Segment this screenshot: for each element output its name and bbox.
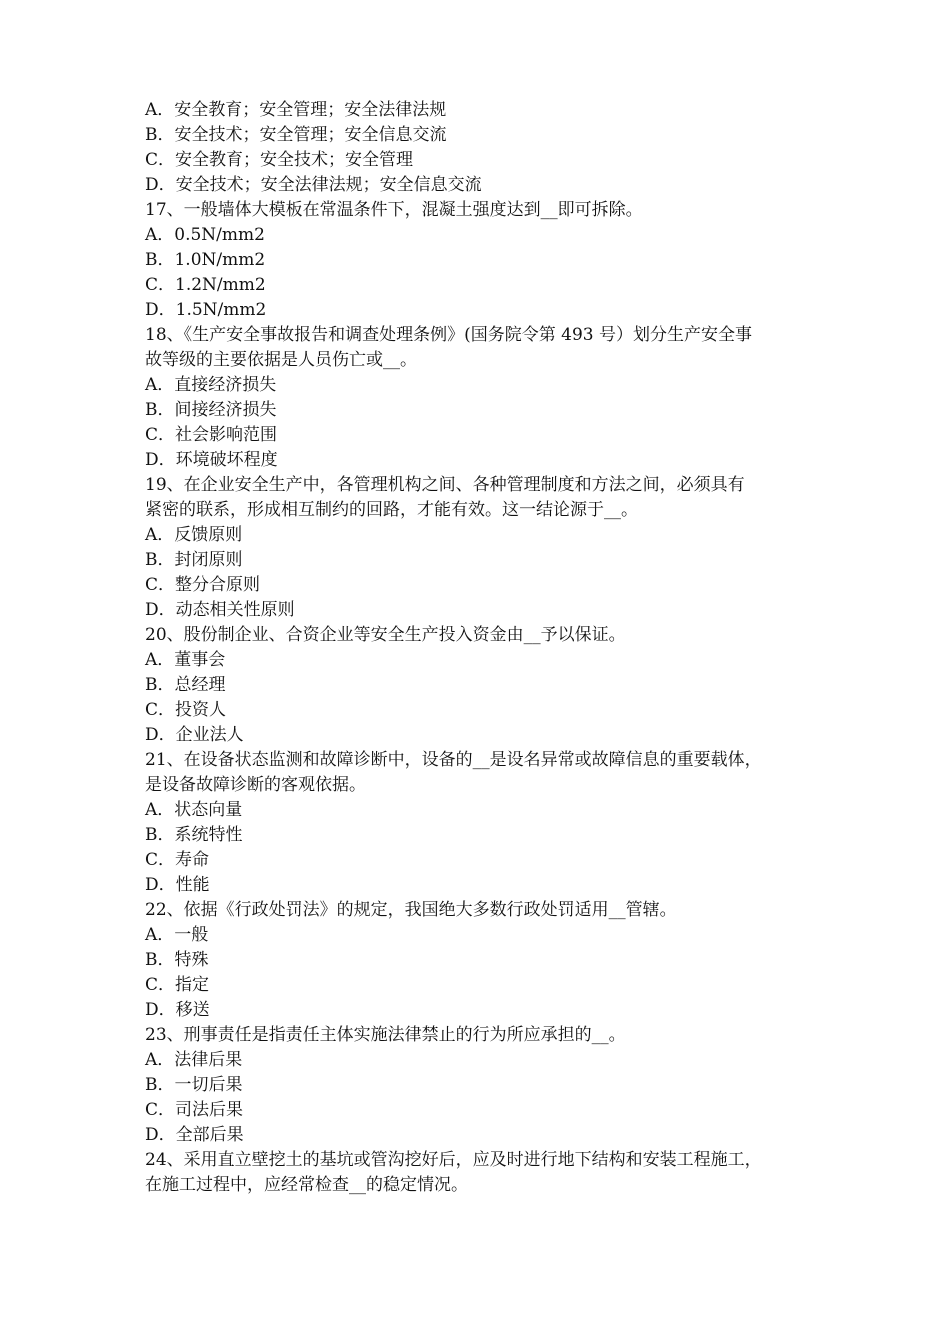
- option-line: D．全部后果: [145, 1125, 244, 1145]
- option-line: D．动态相关性原则: [145, 600, 295, 620]
- option-line: B．特殊: [145, 950, 209, 970]
- option-line: A．反馈原则: [145, 525, 243, 545]
- option-line: B．系统特性: [145, 825, 243, 845]
- option-line: B．间接经济损失: [145, 400, 277, 420]
- option-line: D．环境破坏程度: [145, 450, 278, 470]
- option-line: B．总经理: [145, 675, 226, 695]
- question-20: 20、股份制企业、合资企业等安全生产投入资金由__予以保证。: [145, 625, 626, 645]
- option-line: A．一般: [145, 925, 209, 945]
- option-line: B．1.0N/mm2: [145, 250, 266, 270]
- document-page: [145, 98, 815, 1198]
- question-21: 21、在设备状态监测和故障诊断中，设备的__是设名异常或故障信息的重要载体，: [145, 750, 762, 770]
- option-line: B．一切后果: [145, 1075, 243, 1095]
- question-19: 19、在企业安全生产中，各管理机构之间、各种管理制度和方法之间，必须具有: [145, 475, 745, 495]
- option-line: C．指定: [145, 975, 210, 995]
- option-line: A．安全教育；安全管理；安全法律法规: [145, 100, 447, 120]
- option-line: C．投资人: [145, 700, 227, 720]
- option-line: C．司法后果: [145, 1100, 244, 1120]
- option-line: D．移送: [145, 1000, 210, 1020]
- question-18: 18、《生产安全事故报告和调查处理条例》(国务院令第 493 号）划分生产安全事: [145, 325, 753, 345]
- option-line: A．直接经济损失: [145, 375, 277, 395]
- question-17: 17、一般墙体大模板在常温条件下，混凝土强度达到__即可拆除。: [145, 200, 643, 220]
- question-24: 24、采用直立壁挖土的基坑或管沟挖好后，应及时进行地下结构和安装工程施工，: [145, 1150, 762, 1170]
- option-line: D．企业法人: [145, 725, 244, 745]
- option-line: C．安全教育；安全技术；安全管理: [145, 150, 414, 170]
- option-line: A．法律后果: [145, 1050, 243, 1070]
- option-line: A．董事会: [145, 650, 226, 670]
- question-24-cont: 在施工过程中，应经常检查__的稳定情况。: [145, 1175, 468, 1195]
- question-22: 22、依据《行政处罚法》的规定，我国绝大多数行政处罚适用__管辖。: [145, 900, 677, 920]
- option-line: D．安全技术；安全法律法规；安全信息交流: [145, 175, 482, 195]
- question-18-cont: 故等级的主要依据是人员伤亡或__。: [145, 350, 417, 370]
- option-line: C．寿命: [145, 850, 210, 870]
- option-line: D．性能: [145, 875, 210, 895]
- option-line: A．状态向量: [145, 800, 243, 820]
- option-line: B．封闭原则: [145, 550, 243, 570]
- question-23: 23、刑事责任是指责任主体实施法律禁止的行为所应承担的__。: [145, 1025, 626, 1045]
- option-line: C．整分合原则: [145, 575, 261, 595]
- question-21-cont: 是设备故障诊断的客观依据。: [145, 775, 366, 795]
- option-line: C．1.2N/mm2: [145, 275, 266, 295]
- option-line: D．1.5N/mm2: [145, 300, 267, 320]
- option-line: A．0.5N/mm2: [145, 225, 265, 245]
- option-line: B．安全技术；安全管理；安全信息交流: [145, 125, 447, 145]
- question-19-cont: 紧密的联系，形成相互制约的回路，才能有效。这一结论源于__。: [145, 500, 638, 520]
- option-line: C．社会影响范围: [145, 425, 278, 445]
